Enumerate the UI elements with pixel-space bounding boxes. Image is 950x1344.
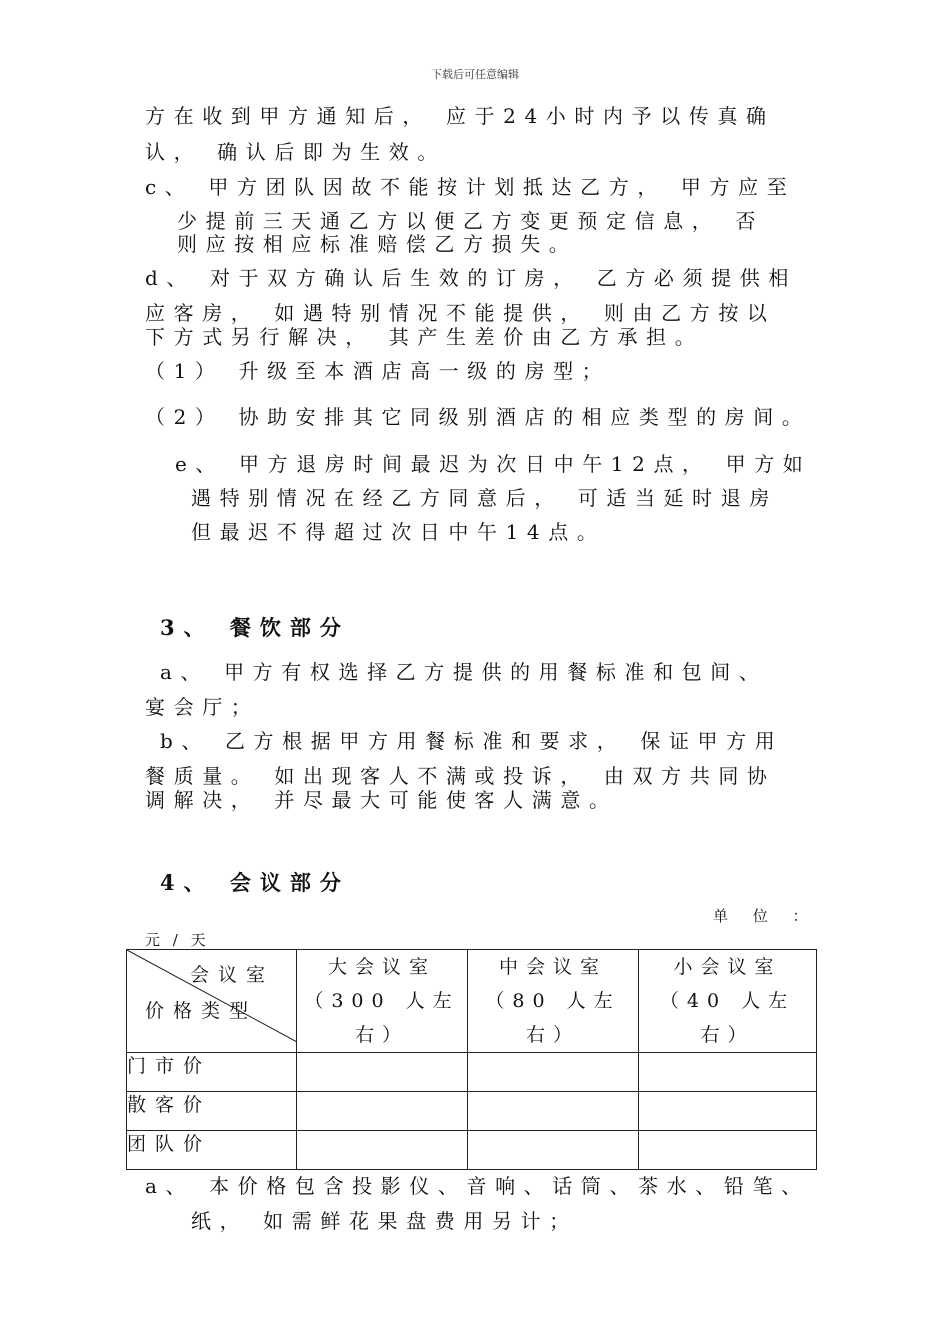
- note-a-line: 纸， 如需鲜花果盘费用另计；: [191, 1209, 578, 1233]
- row-label-individual-rate: 散客价: [127, 1092, 297, 1131]
- column-header-large-room: [297, 950, 468, 1053]
- column-header-line: （40 人左: [659, 990, 796, 1012]
- column-header-line: 右）: [525, 1024, 580, 1046]
- clause-e-line: 但最迟不得超过次日中午14点。: [191, 520, 606, 544]
- paragraph-line: 认， 确认后即为生效。: [145, 140, 446, 164]
- column-header-line: （80 人左: [485, 990, 621, 1012]
- clause-d-line: d、 对于双方确认后生效的订房， 乙方必须提供相: [145, 266, 797, 290]
- table-row: [127, 1092, 817, 1131]
- clause-c-line: 少提前三天通乙方以便乙方变更预定信息， 否: [177, 209, 764, 233]
- catering-b-line: b、 乙方根据甲方用餐标准和要求， 保证甲方用: [160, 729, 784, 753]
- clause-c-line: c、 甲方团队因故不能按计划抵达乙方， 甲方应至: [145, 175, 796, 199]
- price-cell: [468, 1053, 639, 1092]
- column-header-line: 中会议室: [498, 956, 607, 978]
- column-header-line: 小会议室: [673, 956, 782, 978]
- table-header-row: [127, 950, 817, 1053]
- table-row: [127, 1053, 817, 1092]
- corner-label-room: 会议室: [189, 964, 274, 986]
- catering-a-line: 宴会厅；: [145, 695, 260, 719]
- clause-e-line: e、 甲方退房时间最迟为次日中午12点， 甲方如: [175, 452, 812, 476]
- price-cell: [468, 1131, 639, 1170]
- option-1: （1） 升级至本酒店高一级的房型；: [145, 359, 611, 383]
- column-header-line: 右）: [354, 1024, 409, 1046]
- price-cell: [297, 1092, 468, 1131]
- table-row: [127, 1131, 817, 1170]
- column-header-line: （300 人左: [304, 990, 460, 1012]
- paragraph-line: 方在收到甲方通知后， 应于24小时内予以传真确: [145, 104, 775, 128]
- unit-label: 单 位 ：: [713, 907, 818, 925]
- clause-d-line: 应客房， 如遇特别情况不能提供， 则由乙方按以: [145, 301, 776, 325]
- price-cell: [468, 1092, 639, 1131]
- column-header-line: 右）: [700, 1024, 755, 1046]
- page-header: 下载后可任意编辑: [431, 68, 519, 81]
- corner-label-price-type: 价格类型: [145, 1000, 258, 1022]
- catering-b-line: 调解决， 并尽最大可能使客人满意。: [145, 788, 618, 812]
- note-a-line: a、 本价格包含投影仪、音响、话筒、茶水、铅笔、: [145, 1174, 810, 1198]
- option-2: （2） 协助安排其它同级别酒店的相应类型的房间。: [145, 405, 811, 429]
- meeting-room-price-table: [126, 949, 817, 1170]
- column-header-small-room: [639, 950, 817, 1053]
- price-cell: [297, 1131, 468, 1170]
- row-label-group-rate: 团队价: [127, 1131, 297, 1170]
- clause-d-line: 下方式另行解决， 其产生差价由乙方承担。: [145, 325, 704, 349]
- row-label-rack-rate: 门市价: [127, 1053, 297, 1092]
- clause-c-line: 则应按相应标准赔偿乙方损失。: [177, 232, 578, 256]
- section-heading-catering: 3、 餐饮部分: [160, 615, 350, 640]
- price-cell: [639, 1092, 817, 1131]
- price-cell: [639, 1053, 817, 1092]
- price-cell: [297, 1053, 468, 1092]
- column-header-medium-room: [468, 950, 639, 1053]
- catering-b-line: 餐质量。 如出现客人不满或投诉， 由双方共同协: [145, 764, 776, 788]
- catering-a-line: a、 甲方有权选择乙方提供的用餐标准和包间、: [160, 660, 768, 684]
- table-corner-cell: [127, 950, 297, 1053]
- column-header-line: 大会议室: [327, 956, 436, 978]
- unit-label-continued: 元 / 天: [145, 931, 210, 949]
- section-heading-meeting: 4、 会议部分: [160, 870, 350, 895]
- price-cell: [639, 1131, 817, 1170]
- clause-e-line: 遇特别情况在经乙方同意后， 可适当延时退房: [191, 486, 778, 510]
